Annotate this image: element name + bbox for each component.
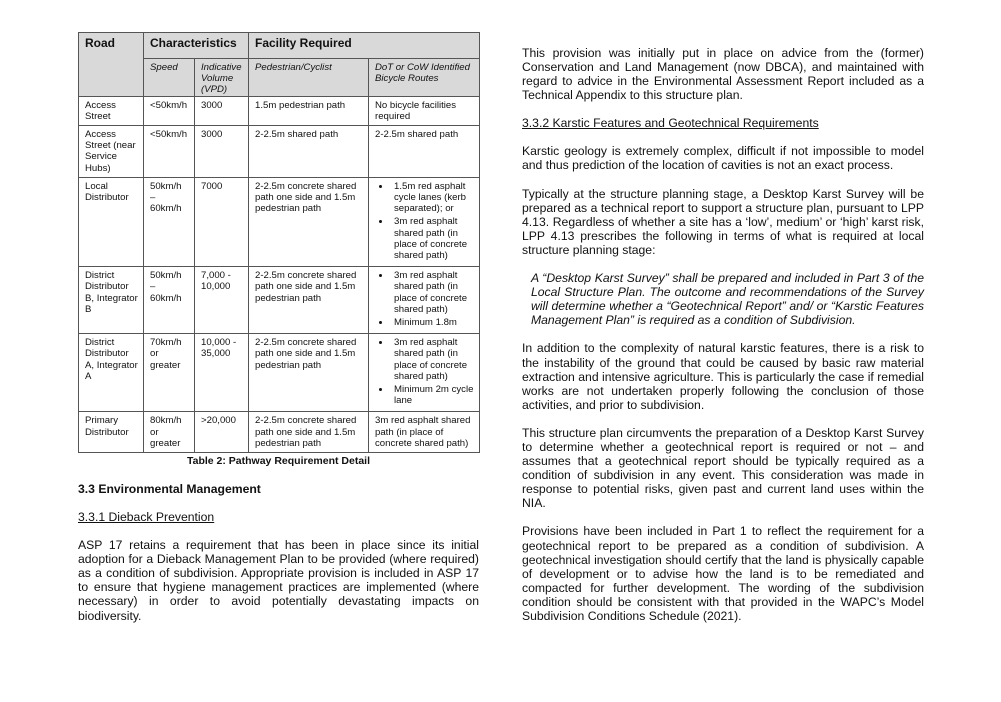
- cell-bicycle-routes: No bicycle facilities required: [369, 96, 480, 125]
- table-header-row: [79, 33, 480, 59]
- cell-road: Access Street (near Service Hubs): [79, 126, 144, 178]
- subsection-heading-karstic: 3.3.2 Karstic Features and Geotechnical Requirements: [522, 116, 819, 131]
- cell-road: Local Distributor: [79, 177, 144, 266]
- cell-bicycle-routes: 2-2.5m shared path: [369, 126, 480, 178]
- cell-speed: 70km/h or greater: [144, 334, 195, 412]
- cell-road: District Distributor B, Integrator B: [79, 267, 144, 334]
- cell-speed: 50km/h – 60km/h: [144, 267, 195, 334]
- cell-pedestrian: 2-2.5m concrete shared path one side and 1.5m pedestrian path: [249, 412, 369, 453]
- paragraph-karstic-geology: Karstic geology is extremely complex, difficult if not impossible to model and thus prediction of the location of cavities is not an exact process.: [522, 144, 924, 173]
- paragraph-provision: This provision was initially put in place on advice from the (former) Conservation and Land Management (now DBCA), and maintained with regard to advice in the Environmental Assessment Report included as a Technical Appendix to this structure plan.: [522, 46, 924, 103]
- cell-pedestrian: 1.5m pedestrian path: [249, 96, 369, 125]
- bicycle-route-list: [375, 181, 477, 261]
- paragraph-provisions: Provisions have been included in Part 1 to reflect the requirement for a geotechnical report to be prepared as a condition of subdivision. A geotechnical investigation should certify that the land is physically capable of development or to advise how the land is to be remediated and compacted for further development. The wording of the subdivision condition should be consistent with that provided in the WAPC’s Model Subdivision Conditions Schedule (2021).: [522, 524, 924, 623]
- cell-pedestrian: 2-2.5m concrete shared path one side and 1.5m pedestrian path: [249, 267, 369, 334]
- cell-volume: 7,000 - 10,000: [195, 267, 249, 334]
- cell-bicycle-routes: [369, 267, 480, 334]
- table-body: [79, 96, 480, 452]
- header-characteristics: Characteristics: [144, 33, 249, 59]
- section-heading: 3.3 Environmental Management: [78, 482, 261, 497]
- bicycle-route-list: [375, 270, 477, 328]
- cell-volume: 3000: [195, 126, 249, 178]
- list-item: • 3m red asphalt shared path (in place of concrete shared path): [391, 337, 477, 382]
- list-item: • 1.5m red asphalt cycle lanes (kerb separated); or: [391, 181, 477, 215]
- cell-speed: <50km/h: [144, 96, 195, 125]
- cell-volume: 10,000 - 35,000: [195, 334, 249, 412]
- paragraph-circumvents: This structure plan circumvents the preparation of a Desktop Karst Survey to determine whether a geotechnical report is required or not – and assumes that a geotechnical report should be typically required as a condition of subdivision in any event. This consideration was made in response to potential risks, given past and current land uses within the NIA.: [522, 425, 924, 511]
- cell-volume: >20,000: [195, 412, 249, 453]
- table-row: [79, 334, 480, 412]
- quote-lpp: A “Desktop Karst Survey” shall be prepared and included in Part 3 of the Local Structure Plan. The outcome and recommendations of the Survey will determine whether a “Geotechnical Report” and/ or “Karstic Features Management Plan” is required as a condition of Subdivision.: [531, 271, 924, 328]
- cell-road: Access Street: [79, 96, 144, 125]
- table-row: [79, 177, 480, 266]
- table-row: [79, 96, 480, 125]
- subheader-speed: Speed: [144, 59, 195, 97]
- paragraph-instability: In addition to the complexity of natural karstic features, there is a risk to the instability of the ground that could be caused by basic raw material extraction and intensive agriculture. This is particularly the case if remedial works are not undertaken properly following the conclusion of those activities, and prior to subdivision.: [522, 341, 924, 412]
- cell-pedestrian: 2-2.5m concrete shared path one side and 1.5m pedestrian path: [249, 334, 369, 412]
- pathway-requirement-table: [78, 32, 480, 453]
- subsection-heading-dieback: 3.3.1 Dieback Prevention: [78, 510, 215, 525]
- subheader-pedestrian: Pedestrian/Cyclist: [249, 59, 369, 97]
- cell-speed: 80km/h or greater: [144, 412, 195, 453]
- cell-pedestrian: 2-2.5m shared path: [249, 126, 369, 178]
- cell-bicycle-routes: [369, 334, 480, 412]
- paragraph-desktop-karst-survey: Typically at the structure planning stage, a Desktop Karst Survey will be prepared as a technical report to support a structure plan, pursuant to LPP 4.13. Regardless of whether a site has a ‘low’, medium’ or ‘high’ karst risk, LPP 4.13 prescribes the following in terms of what is required at local structure planning stage:: [522, 186, 924, 257]
- cell-pedestrian: 2-2.5m concrete shared path one side and 1.5m pedestrian path: [249, 177, 369, 266]
- header-road: Road: [79, 33, 144, 97]
- right-column: [522, 46, 924, 623]
- cell-speed: 50km/h – 60km/h: [144, 177, 195, 266]
- table-row: [79, 412, 480, 453]
- list-item: • Minimum 2m cycle lane: [391, 384, 477, 406]
- header-facility-required: Facility Required: [249, 33, 480, 59]
- table-row: [79, 267, 480, 334]
- cell-bicycle-routes: 3m red asphalt shared path (in place of concrete shared path): [369, 412, 480, 453]
- cell-speed: <50km/h: [144, 126, 195, 178]
- subheader-bicycle-routes: DoT or CoW Identified Bicycle Routes: [369, 59, 480, 97]
- cell-road: District Distributor A, Integrator A: [79, 334, 144, 412]
- cell-bicycle-routes: [369, 177, 480, 266]
- subheader-volume: Indicative Volume (VPD): [195, 59, 249, 97]
- cell-volume: 3000: [195, 96, 249, 125]
- dieback-paragraph: ASP 17 retains a requirement that has been in place since its initial adoption for a Dieback Management Plan to be provided (where required) as a condition of subdivision. Appropriate provision is included in ASP 17 to ensure that hygiene management practices are implemented (where necessary) in order to avoid potentially devastating impacts on biodiversity.: [78, 538, 479, 623]
- table-row: [79, 126, 480, 178]
- cell-road: Primary Distributor: [79, 412, 144, 453]
- bicycle-route-list: [375, 337, 477, 406]
- cell-volume: 7000: [195, 177, 249, 266]
- left-column: [78, 32, 479, 623]
- list-item: • 3m red asphalt shared path (in place of concrete shared path): [391, 270, 477, 315]
- list-item: • 3m red asphalt shared path (in place of concrete shared path): [391, 216, 477, 261]
- list-item: • Minimum 1.8m: [391, 317, 477, 328]
- table-caption: Table 2: Pathway Requirement Detail: [186, 455, 371, 468]
